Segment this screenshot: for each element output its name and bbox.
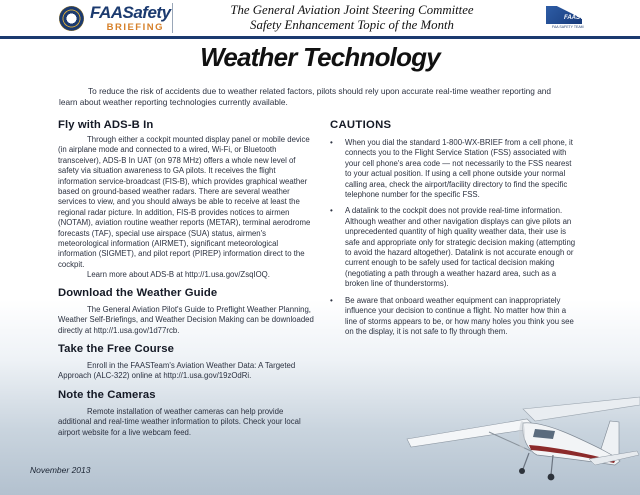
faast-logo-icon	[546, 6, 582, 32]
ads-b-body: Through either a cockpit mounted display panel or mobile device (in airplane mode and connected to a wired, Wi-Fi, or Bluetooth transceiver), ADS-B In UAT (on 978 MHz) offers a whole new level of safety via situation awareness to GA pilots. It receives the flight information service-broadcast (FIS-B), which provides graphical weather based on ground-based weather radars. There are several weather services to view, and you should always be able to receive at least the regional radar picture. In addition, FIS-B provides notices to airmen (NOTAM), aviation routine weather reports (METAR), terminal aerodrome forecasts (TAF), special use airspace (SUA) status, airmen's meteorological information (AIRMET), significant meteorological information (SIGMET), and pilot report (PIREP) information direct to the cockpit.	[58, 135, 311, 269]
ads-b-heading: Fly with ADS-B In	[58, 119, 154, 131]
airplane-main-wheel	[548, 474, 555, 481]
page-title: Weather Technology	[200, 42, 440, 72]
faast-subtitle: FAA SAFETY TEAM	[552, 25, 584, 29]
airplane-photo	[405, 395, 640, 495]
cameras-body: Remote installation of weather cameras can help provide additional and real-time weather information to pilots. Check your local airport website for a live webcam feed.	[58, 406, 301, 437]
cautions-list	[330, 138, 578, 337]
airplane-near-wing	[407, 419, 537, 447]
airplane-nose-wheel	[519, 468, 525, 474]
airplane-far-wing	[523, 397, 640, 421]
footer-date: November 2013	[30, 465, 91, 475]
intro-paragraph: To reduce the risk of accidents due to weather related factors, pilots should rely upon accurate real-time weather reporting and learn about weather reporting technologies currently available.	[59, 86, 552, 107]
cameras-heading: Note the Cameras	[58, 388, 156, 401]
header-bar	[0, 36, 640, 39]
airplane-main-gear	[551, 455, 553, 475]
bullet-icon: •	[330, 138, 333, 147]
left-column	[58, 118, 315, 438]
header-title	[180, 3, 524, 33]
weather-guide-body: The General Aviation Pilot's Guide to Preflight Weather Planning, Weather Self-Briefings, and Weather Decision Making can be downloaded directly at http://1.usa.gov/1d77rcb.	[58, 304, 314, 335]
bullet-icon: •	[330, 206, 333, 216]
faa-safety-briefing-logo	[90, 3, 171, 33]
free-course-body: Enroll in the FAASTeam's Aviation Weather Data: A Targeted Approach (ALC-322) online at http://1.usa.gov/19zOdRi.	[58, 360, 296, 381]
header-title-line2: Safety Enhancement Topic of the Month	[250, 18, 454, 32]
caution-text: A datalink to the cockpit does not provide real-time information. Although weather and other navigation displays can give pilots an unprecedented quantity of high quality weather data, their use is safe and appropriate only for strategic decision making (attempting to avoid the hazard altogether). Datalink is not accurate enough or current enough to be safely used for tactical decision making (negotiating a path through a weather hazard area, such as a broken line of thunderstorms).	[345, 206, 576, 289]
caution-item	[330, 138, 578, 200]
caution-item	[330, 296, 578, 338]
header-divider	[172, 3, 173, 33]
airplane-nose-gear	[523, 453, 529, 469]
logo-bottom-text: BRIEFING	[106, 22, 164, 33]
weather-guide-heading: Download the Weather Guide	[58, 286, 218, 299]
cautions-heading: CAUTIONS	[330, 119, 392, 131]
caution-text: When you dial the standard 1-800-WX-BRIEF from a cell phone, it connects you to the Flight Service Station (FSS) associated with your cell phone's area code — not necessarily to the FSS nearest to your actual position. If using a cell phone outside your normal calling area, check the airport/facility directory to find the specific telephone number for the specific FSS.	[345, 138, 573, 200]
caution-text: Be aware that onboard weather equipment can inappropriately influence your decision to continue a flight. No matter how thin a line of storms appears to be, or how many holes you think you see on the display, it is not safe to fly through them.	[345, 295, 574, 336]
caution-item	[330, 206, 578, 289]
right-column	[330, 118, 578, 337]
page-header	[0, 0, 640, 38]
header-title-line1: The General Aviation Joint Steering Committee	[230, 3, 474, 17]
logo-top-text: FAASafety	[90, 3, 171, 22]
free-course-heading: Take the Free Course	[58, 342, 175, 355]
airplane-propeller	[519, 421, 525, 453]
bullet-icon: •	[330, 295, 333, 305]
faast-name: FAAST	[564, 15, 584, 21]
faa-seal-icon	[59, 6, 84, 31]
ads-b-more-link[interactable]: Learn more about ADS-B at http://1.usa.gov/ZsqIOQ.	[87, 270, 270, 280]
